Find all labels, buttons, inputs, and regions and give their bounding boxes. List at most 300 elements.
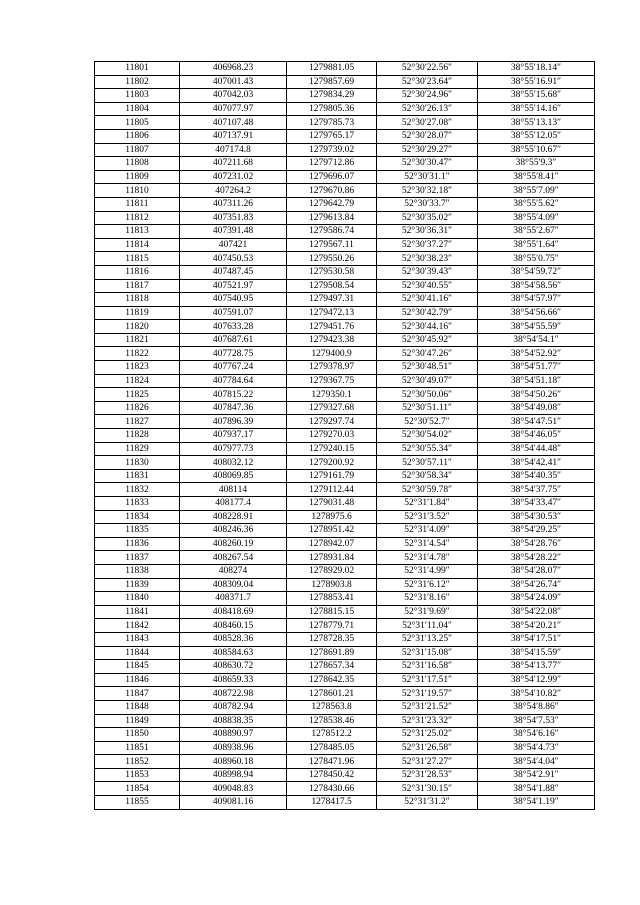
latitude-cell: 38°54′26.74″: [478, 578, 595, 592]
y-coordinate-cell: 1278450.42: [287, 768, 377, 782]
latitude-cell: 38°54′54.1″: [478, 333, 595, 347]
x-coordinate-cell: 408782.94: [180, 700, 287, 714]
longitude-cell: 52°31′3.52″: [377, 510, 478, 524]
y-coordinate-cell: 1279367.75: [287, 374, 377, 388]
longitude-cell: 52°31′30.15″: [377, 782, 478, 796]
point-number-cell: 11811: [95, 197, 180, 211]
y-coordinate-cell: 1279642.79: [287, 197, 377, 211]
x-coordinate-cell: 407633.28: [180, 320, 287, 334]
point-number-cell: 11810: [95, 184, 180, 198]
point-number-cell: 11838: [95, 564, 180, 578]
longitude-cell: 52°31′26.58″: [377, 741, 478, 755]
x-coordinate-cell: 408998.94: [180, 768, 287, 782]
x-coordinate-cell: 407937.17: [180, 429, 287, 443]
longitude-cell: 52°30′45.92″: [377, 333, 478, 347]
table-row: [95, 592, 595, 606]
y-coordinate-cell: 1278471.96: [287, 755, 377, 769]
longitude-cell: 52°30′31.1″: [377, 170, 478, 184]
latitude-cell: 38°54′17.51″: [478, 632, 595, 646]
x-coordinate-cell: 408838.35: [180, 714, 287, 728]
point-number-cell: 11834: [95, 510, 180, 524]
x-coordinate-cell: 408960.18: [180, 755, 287, 769]
longitude-cell: 52°31′13.25″: [377, 632, 478, 646]
point-number-cell: 11827: [95, 415, 180, 429]
latitude-cell: 38°54′1.19″: [478, 796, 595, 810]
y-coordinate-cell: 1279739.02: [287, 143, 377, 157]
latitude-cell: 38°54′13.77″: [478, 660, 595, 674]
longitude-cell: 52°30′44.16″: [377, 320, 478, 334]
point-number-cell: 11854: [95, 782, 180, 796]
longitude-cell: 52°30′22.56″: [377, 62, 478, 76]
point-number-cell: 11843: [95, 632, 180, 646]
y-coordinate-cell: 1279400.9: [287, 347, 377, 361]
y-coordinate-cell: 1278903.8: [287, 578, 377, 592]
longitude-cell: 52°30′57.11″: [377, 456, 478, 470]
table-row: [95, 578, 595, 592]
x-coordinate-cell: 407211.68: [180, 157, 287, 171]
table-row: [95, 796, 595, 810]
latitude-cell: 38°54′58.56″: [478, 279, 595, 293]
x-coordinate-cell: 407847.36: [180, 401, 287, 415]
y-coordinate-cell: 1278657.34: [287, 660, 377, 674]
x-coordinate-cell: 407977.73: [180, 442, 287, 456]
x-coordinate-cell: 407107.48: [180, 116, 287, 130]
longitude-cell: 52°30′28.07″: [377, 129, 478, 143]
longitude-cell: 52°31′16.58″: [377, 660, 478, 674]
point-number-cell: 11845: [95, 660, 180, 674]
x-coordinate-cell: 407591.07: [180, 306, 287, 320]
y-coordinate-cell: 1278601.21: [287, 687, 377, 701]
table-row: [95, 564, 595, 578]
y-coordinate-cell: 1278815.15: [287, 605, 377, 619]
point-number-cell: 11851: [95, 741, 180, 755]
x-coordinate-cell: 408246.36: [180, 524, 287, 538]
table-row: [95, 157, 595, 171]
y-coordinate-cell: 1279567.11: [287, 238, 377, 252]
y-coordinate-cell: 1278563.8: [287, 700, 377, 714]
x-coordinate-cell: 408177.4: [180, 497, 287, 511]
point-number-cell: 11850: [95, 728, 180, 742]
table-row: [95, 755, 595, 769]
y-coordinate-cell: 1279530.58: [287, 265, 377, 279]
x-coordinate-cell: 408069.85: [180, 469, 287, 483]
latitude-cell: 38°54′4.73″: [478, 741, 595, 755]
point-number-cell: 11855: [95, 796, 180, 810]
table-row: [95, 129, 595, 143]
table-row: [95, 660, 595, 674]
longitude-cell: 52°31′21.52″: [377, 700, 478, 714]
longitude-cell: 52°31′4.09″: [377, 524, 478, 538]
point-number-cell: 11833: [95, 497, 180, 511]
x-coordinate-cell: 409081.16: [180, 796, 287, 810]
table-row: [95, 782, 595, 796]
x-coordinate-cell: 407767.24: [180, 361, 287, 375]
longitude-cell: 52°30′41.16″: [377, 293, 478, 307]
point-number-cell: 11842: [95, 619, 180, 633]
x-coordinate-cell: 409048.83: [180, 782, 287, 796]
table-row: [95, 102, 595, 116]
coordinate-table: [94, 61, 595, 810]
point-number-cell: 11813: [95, 225, 180, 239]
x-coordinate-cell: 407896.39: [180, 415, 287, 429]
latitude-cell: 38°55′14.16″: [478, 102, 595, 116]
longitude-cell: 52°30′59.78″: [377, 483, 478, 497]
y-coordinate-cell: 1279161.79: [287, 469, 377, 483]
y-coordinate-cell: 1279423.38: [287, 333, 377, 347]
latitude-cell: 38°54′55.59″: [478, 320, 595, 334]
table-row: [95, 768, 595, 782]
y-coordinate-cell: 1279350.1: [287, 388, 377, 402]
longitude-cell: 52°30′52.7″: [377, 415, 478, 429]
point-number-cell: 11812: [95, 211, 180, 225]
latitude-cell: 38°55′7.09″: [478, 184, 595, 198]
latitude-cell: 38°54′28.22″: [478, 551, 595, 565]
y-coordinate-cell: 1279297.74: [287, 415, 377, 429]
latitude-cell: 38°54′33.47″: [478, 497, 595, 511]
point-number-cell: 11852: [95, 755, 180, 769]
longitude-cell: 52°30′23.64″: [377, 75, 478, 89]
latitude-cell: 38°54′40.35″: [478, 469, 595, 483]
x-coordinate-cell: 407687.61: [180, 333, 287, 347]
x-coordinate-cell: 407137.91: [180, 129, 287, 143]
y-coordinate-cell: 1279550.26: [287, 252, 377, 266]
y-coordinate-cell: 1279834.29: [287, 89, 377, 103]
y-coordinate-cell: 1279586.74: [287, 225, 377, 239]
table-row: [95, 456, 595, 470]
point-number-cell: 11819: [95, 306, 180, 320]
longitude-cell: 52°30′36.31″: [377, 225, 478, 239]
latitude-cell: 38°54′37.75″: [478, 483, 595, 497]
longitude-cell: 52°31′4.54″: [377, 537, 478, 551]
y-coordinate-cell: 1279765.17: [287, 129, 377, 143]
table-row: [95, 510, 595, 524]
latitude-cell: 38°54′44.48″: [478, 442, 595, 456]
table-row: [95, 497, 595, 511]
x-coordinate-cell: 408260.19: [180, 537, 287, 551]
latitude-cell: 38°55′12.05″: [478, 129, 595, 143]
y-coordinate-cell: 1279785.73: [287, 116, 377, 130]
x-coordinate-cell: 407264.2: [180, 184, 287, 198]
longitude-cell: 52°31′11.04″: [377, 619, 478, 633]
y-coordinate-cell: 1278430.66: [287, 782, 377, 796]
x-coordinate-cell: 408659.33: [180, 673, 287, 687]
latitude-cell: 38°55′16.91″: [478, 75, 595, 89]
point-number-cell: 11803: [95, 89, 180, 103]
x-coordinate-cell: 408267.54: [180, 551, 287, 565]
y-coordinate-cell: 1279451.76: [287, 320, 377, 334]
latitude-cell: 38°54′47.51″: [478, 415, 595, 429]
latitude-cell: 38°54′22.08″: [478, 605, 595, 619]
point-number-cell: 11821: [95, 333, 180, 347]
longitude-cell: 52°30′24.96″: [377, 89, 478, 103]
point-number-cell: 11829: [95, 442, 180, 456]
longitude-cell: 52°30′30.47″: [377, 157, 478, 171]
longitude-cell: 52°31′6.12″: [377, 578, 478, 592]
table-row: [95, 347, 595, 361]
table-row: [95, 62, 595, 76]
table-row: [95, 728, 595, 742]
x-coordinate-cell: 408274: [180, 564, 287, 578]
x-coordinate-cell: 408722.98: [180, 687, 287, 701]
latitude-cell: 38°55′8.41″: [478, 170, 595, 184]
table-row: [95, 551, 595, 565]
point-number-cell: 11804: [95, 102, 180, 116]
table-row: [95, 619, 595, 633]
x-coordinate-cell: 408114: [180, 483, 287, 497]
latitude-cell: 38°55′1.64″: [478, 238, 595, 252]
point-number-cell: 11847: [95, 687, 180, 701]
longitude-cell: 52°30′40.55″: [377, 279, 478, 293]
x-coordinate-cell: 408228.91: [180, 510, 287, 524]
longitude-cell: 52°30′42.79″: [377, 306, 478, 320]
x-coordinate-cell: 408584.63: [180, 646, 287, 660]
y-coordinate-cell: 1279378.97: [287, 361, 377, 375]
point-number-cell: 11820: [95, 320, 180, 334]
table-row: [95, 143, 595, 157]
point-number-cell: 11846: [95, 673, 180, 687]
longitude-cell: 52°30′50.06″: [377, 388, 478, 402]
table-row: [95, 333, 595, 347]
longitude-cell: 52°30′48.51″: [377, 361, 478, 375]
point-number-cell: 11807: [95, 143, 180, 157]
point-number-cell: 11817: [95, 279, 180, 293]
point-number-cell: 11822: [95, 347, 180, 361]
point-number-cell: 11806: [95, 129, 180, 143]
x-coordinate-cell: 407421: [180, 238, 287, 252]
latitude-cell: 38°54′12.99″: [478, 673, 595, 687]
table-row: [95, 374, 595, 388]
y-coordinate-cell: 1278931.84: [287, 551, 377, 565]
point-number-cell: 11816: [95, 265, 180, 279]
longitude-cell: 52°30′47.26″: [377, 347, 478, 361]
longitude-cell: 52°30′58.34″: [377, 469, 478, 483]
longitude-cell: 52°31′31.2″: [377, 796, 478, 810]
point-number-cell: 11848: [95, 700, 180, 714]
latitude-cell: 38°54′30.53″: [478, 510, 595, 524]
point-number-cell: 11849: [95, 714, 180, 728]
latitude-cell: 38°55′13.13″: [478, 116, 595, 130]
y-coordinate-cell: 1279712.86: [287, 157, 377, 171]
point-number-cell: 11818: [95, 293, 180, 307]
longitude-cell: 52°31′9.69″: [377, 605, 478, 619]
point-number-cell: 11815: [95, 252, 180, 266]
x-coordinate-cell: 408032.12: [180, 456, 287, 470]
latitude-cell: 38°54′7.53″: [478, 714, 595, 728]
point-number-cell: 11831: [95, 469, 180, 483]
x-coordinate-cell: 407351.83: [180, 211, 287, 225]
y-coordinate-cell: 1278728.35: [287, 632, 377, 646]
y-coordinate-cell: 1278642.35: [287, 673, 377, 687]
y-coordinate-cell: 1279472.13: [287, 306, 377, 320]
y-coordinate-cell: 1278853.41: [287, 592, 377, 606]
longitude-cell: 52°31′1.84″: [377, 497, 478, 511]
latitude-cell: 38°55′9.3″: [478, 157, 595, 171]
y-coordinate-cell: 1278951.42: [287, 524, 377, 538]
longitude-cell: 52°30′37.27″: [377, 238, 478, 252]
table-row: [95, 238, 595, 252]
y-coordinate-cell: 1278512.2: [287, 728, 377, 742]
y-coordinate-cell: 1278942.07: [287, 537, 377, 551]
latitude-cell: 38°54′28.76″: [478, 537, 595, 551]
x-coordinate-cell: 408890.97: [180, 728, 287, 742]
latitude-cell: 38°54′24.09″: [478, 592, 595, 606]
x-coordinate-cell: 407231.02: [180, 170, 287, 184]
table-row: [95, 469, 595, 483]
table-row: [95, 700, 595, 714]
latitude-cell: 38°54′20.21″: [478, 619, 595, 633]
table-row: [95, 75, 595, 89]
x-coordinate-cell: 408309.04: [180, 578, 287, 592]
x-coordinate-cell: 407487.45: [180, 265, 287, 279]
y-coordinate-cell: 1278779.71: [287, 619, 377, 633]
table-row: [95, 361, 595, 375]
x-coordinate-cell: 407042.03: [180, 89, 287, 103]
longitude-cell: 52°31′8.16″: [377, 592, 478, 606]
y-coordinate-cell: 1278485.05: [287, 741, 377, 755]
longitude-cell: 52°30′32.18″: [377, 184, 478, 198]
latitude-cell: 38°55′4.09″: [478, 211, 595, 225]
longitude-cell: 52°30′27.08″: [377, 116, 478, 130]
y-coordinate-cell: 1279327.68: [287, 401, 377, 415]
x-coordinate-cell: 408938.96: [180, 741, 287, 755]
table-row: [95, 415, 595, 429]
x-coordinate-cell: 407174.8: [180, 143, 287, 157]
y-coordinate-cell: 1279613.84: [287, 211, 377, 225]
x-coordinate-cell: 407521.97: [180, 279, 287, 293]
latitude-cell: 38°54′1.88″: [478, 782, 595, 796]
latitude-cell: 38°54′51.18″: [478, 374, 595, 388]
coordinate-table-body: [95, 62, 595, 810]
y-coordinate-cell: 1278417.5: [287, 796, 377, 810]
point-number-cell: 11853: [95, 768, 180, 782]
point-number-cell: 11841: [95, 605, 180, 619]
table-row: [95, 170, 595, 184]
y-coordinate-cell: 1279497.31: [287, 293, 377, 307]
point-number-cell: 11840: [95, 592, 180, 606]
longitude-cell: 52°30′26.13″: [377, 102, 478, 116]
point-number-cell: 11802: [95, 75, 180, 89]
table-row: [95, 537, 595, 551]
table-row: [95, 687, 595, 701]
y-coordinate-cell: 1279881.05: [287, 62, 377, 76]
table-row: [95, 429, 595, 443]
y-coordinate-cell: 1278691.89: [287, 646, 377, 660]
x-coordinate-cell: 408460.15: [180, 619, 287, 633]
longitude-cell: 52°31′17.51″: [377, 673, 478, 687]
table-row: [95, 197, 595, 211]
latitude-cell: 38°54′10.82″: [478, 687, 595, 701]
latitude-cell: 38°55′15.68″: [478, 89, 595, 103]
point-number-cell: 11809: [95, 170, 180, 184]
table-row: [95, 388, 595, 402]
y-coordinate-cell: 1279508.54: [287, 279, 377, 293]
point-number-cell: 11844: [95, 646, 180, 660]
longitude-cell: 52°31′4.78″: [377, 551, 478, 565]
y-coordinate-cell: 1279670.86: [287, 184, 377, 198]
x-coordinate-cell: 407311.26: [180, 197, 287, 211]
latitude-cell: 38°55′2.67″: [478, 225, 595, 239]
x-coordinate-cell: 407450.53: [180, 252, 287, 266]
longitude-cell: 52°30′51.11″: [377, 401, 478, 415]
table-row: [95, 211, 595, 225]
longitude-cell: 52°31′15.08″: [377, 646, 478, 660]
longitude-cell: 52°30′39.43″: [377, 265, 478, 279]
table-row: [95, 632, 595, 646]
table-row: [95, 279, 595, 293]
table-row: [95, 483, 595, 497]
point-number-cell: 11832: [95, 483, 180, 497]
latitude-cell: 38°55′18.14″: [478, 62, 595, 76]
latitude-cell: 38°54′57.97″: [478, 293, 595, 307]
table-row: [95, 265, 595, 279]
point-number-cell: 11839: [95, 578, 180, 592]
x-coordinate-cell: 407540.95: [180, 293, 287, 307]
x-coordinate-cell: 408630.72: [180, 660, 287, 674]
y-coordinate-cell: 1279200.92: [287, 456, 377, 470]
longitude-cell: 52°31′28.53″: [377, 768, 478, 782]
table-row: [95, 741, 595, 755]
latitude-cell: 38°54′29.25″: [478, 524, 595, 538]
point-number-cell: 11837: [95, 551, 180, 565]
y-coordinate-cell: 1278975.6: [287, 510, 377, 524]
y-coordinate-cell: 1279270.03: [287, 429, 377, 443]
table-row: [95, 673, 595, 687]
longitude-cell: 52°31′23.32″: [377, 714, 478, 728]
longitude-cell: 52°31′4.99″: [377, 564, 478, 578]
y-coordinate-cell: 1279857.69: [287, 75, 377, 89]
longitude-cell: 52°31′27.27″: [377, 755, 478, 769]
x-coordinate-cell: 407077.97: [180, 102, 287, 116]
longitude-cell: 52°30′35.02″: [377, 211, 478, 225]
x-coordinate-cell: 407815.22: [180, 388, 287, 402]
longitude-cell: 52°30′54.02″: [377, 429, 478, 443]
latitude-cell: 38°54′6.16″: [478, 728, 595, 742]
latitude-cell: 38°55′0.75″: [478, 252, 595, 266]
y-coordinate-cell: 1279696.07: [287, 170, 377, 184]
latitude-cell: 38°54′51.77″: [478, 361, 595, 375]
table-row: [95, 89, 595, 103]
table-row: [95, 184, 595, 198]
x-coordinate-cell: 407001.43: [180, 75, 287, 89]
latitude-cell: 38°54′42.41″: [478, 456, 595, 470]
table-row: [95, 605, 595, 619]
table-row: [95, 524, 595, 538]
x-coordinate-cell: 408418.69: [180, 605, 287, 619]
table-row: [95, 646, 595, 660]
x-coordinate-cell: 408528.36: [180, 632, 287, 646]
latitude-cell: 38°54′56.66″: [478, 306, 595, 320]
point-number-cell: 11830: [95, 456, 180, 470]
longitude-cell: 52°31′25.02″: [377, 728, 478, 742]
point-number-cell: 11823: [95, 361, 180, 375]
latitude-cell: 38°54′49.08″: [478, 401, 595, 415]
longitude-cell: 52°30′38.23″: [377, 252, 478, 266]
x-coordinate-cell: 406968.23: [180, 62, 287, 76]
table-row: [95, 442, 595, 456]
y-coordinate-cell: 1278538.46: [287, 714, 377, 728]
latitude-cell: 38°54′4.04″: [478, 755, 595, 769]
y-coordinate-cell: 1278929.02: [287, 564, 377, 578]
latitude-cell: 38°55′5.62″: [478, 197, 595, 211]
y-coordinate-cell: 1279031.48: [287, 497, 377, 511]
latitude-cell: 38°55′10.67″: [478, 143, 595, 157]
latitude-cell: 38°54′15.59″: [478, 646, 595, 660]
y-coordinate-cell: 1279112.44: [287, 483, 377, 497]
point-number-cell: 11808: [95, 157, 180, 171]
y-coordinate-cell: 1279805.36: [287, 102, 377, 116]
table-row: [95, 320, 595, 334]
longitude-cell: 52°30′55.34″: [377, 442, 478, 456]
